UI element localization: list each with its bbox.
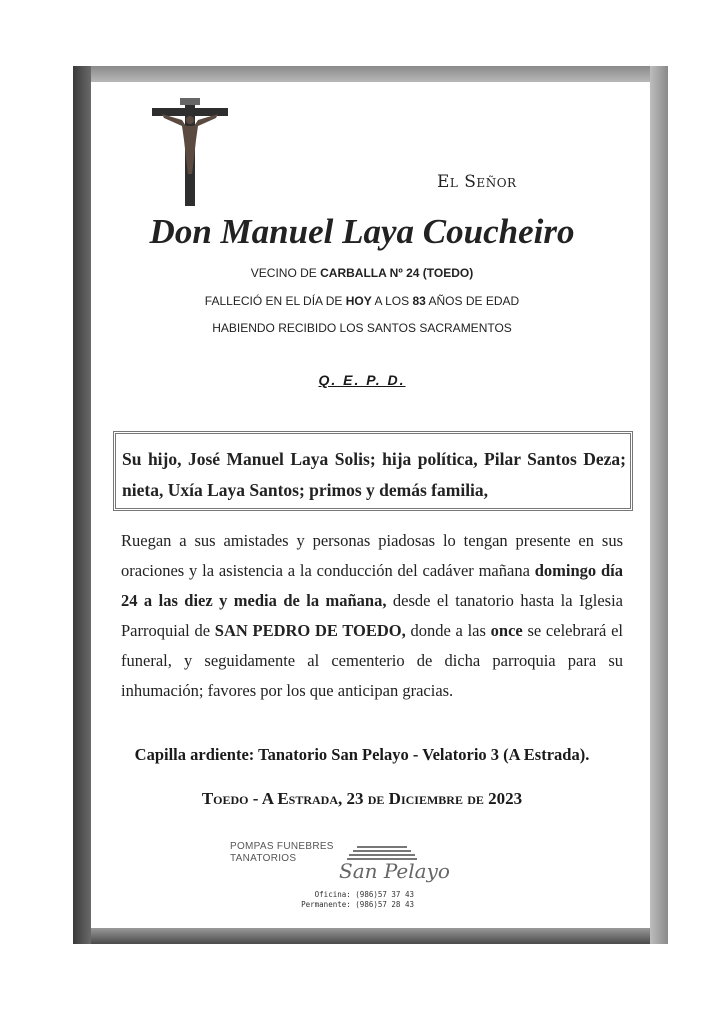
company-name (230, 841, 334, 865)
office-phone: Oficina: (986)57 37 43 (314, 890, 414, 899)
body-part-2: domingo día 24 a las diez y media de la mañana, (121, 561, 623, 610)
contact-info (284, 890, 414, 910)
family-text: Su hijo, José Manuel Laya Solis; hija política, Pilar Santos Deza; nieta, Uxía Laya Santos; primos y demás familia, (122, 449, 626, 500)
body-part-6: once (490, 621, 523, 640)
residence-address: CARBALLA Nº 24 (TOEDO) (320, 266, 474, 280)
deceased-name: Don Manuel Laya Coucheiro (149, 212, 575, 251)
family-box (113, 431, 633, 511)
death-day: HOY (345, 294, 372, 308)
crucifix-icon (150, 96, 230, 208)
qepd-label: Q. E. P. D. (318, 372, 406, 388)
death-text-c: A LOS (371, 294, 413, 308)
announcement-paragraph (121, 526, 623, 706)
body-part-4: SAN PEDRO DE TOEDO, (214, 621, 406, 640)
frame-left-edge (73, 66, 91, 944)
body-part-1: Ruegan a sus amistades y personas piadosas lo tengan presente en sus oraciones y la asistencia a la conducción del cadáver mañana (121, 531, 623, 580)
place-date: Toedo - A Estrada, 23 de Diciembre de 2023 (201, 789, 523, 808)
body-part-7: se celebrará el funeral, y seguidamente al cementerio de dicha parroquia para su inhumación; favores por los que anticipan gracias. (121, 621, 623, 700)
body-part-3: desde el tanatorio hasta la Iglesia Parroquial de (121, 591, 623, 640)
frame-right-edge (650, 66, 668, 944)
sacraments-line: HABIENDO RECIBIDO LOS SANTOS SACRAMENTOS (212, 321, 512, 335)
death-age: 83 (412, 294, 426, 308)
residence-line (90, 266, 634, 280)
honorific-title: El Señor (437, 172, 517, 192)
san-pelayo-logo (335, 840, 450, 890)
company-line-2: TANATORIOS (230, 853, 297, 864)
body-part-5: donde a las (405, 621, 491, 640)
death-line (90, 294, 634, 308)
frame-bottom-edge (73, 928, 668, 944)
chapel-line: Capilla ardiente: Tanatorio San Pelayo - Velatorio 3 (A Estrada). (134, 745, 590, 764)
residence-label: VECINO DE (250, 266, 321, 280)
company-line-1: POMPAS FUNEBRES (230, 841, 334, 852)
logo-text: San Pelayo (339, 859, 450, 883)
frame-top-edge (73, 66, 668, 82)
death-text-a: FALLECIÓ EN EL DÍA DE (204, 294, 346, 308)
death-text-e: AÑOS DE EDAD (425, 294, 520, 308)
permanent-phone: Permanente: (986)57 28 43 (301, 900, 414, 909)
